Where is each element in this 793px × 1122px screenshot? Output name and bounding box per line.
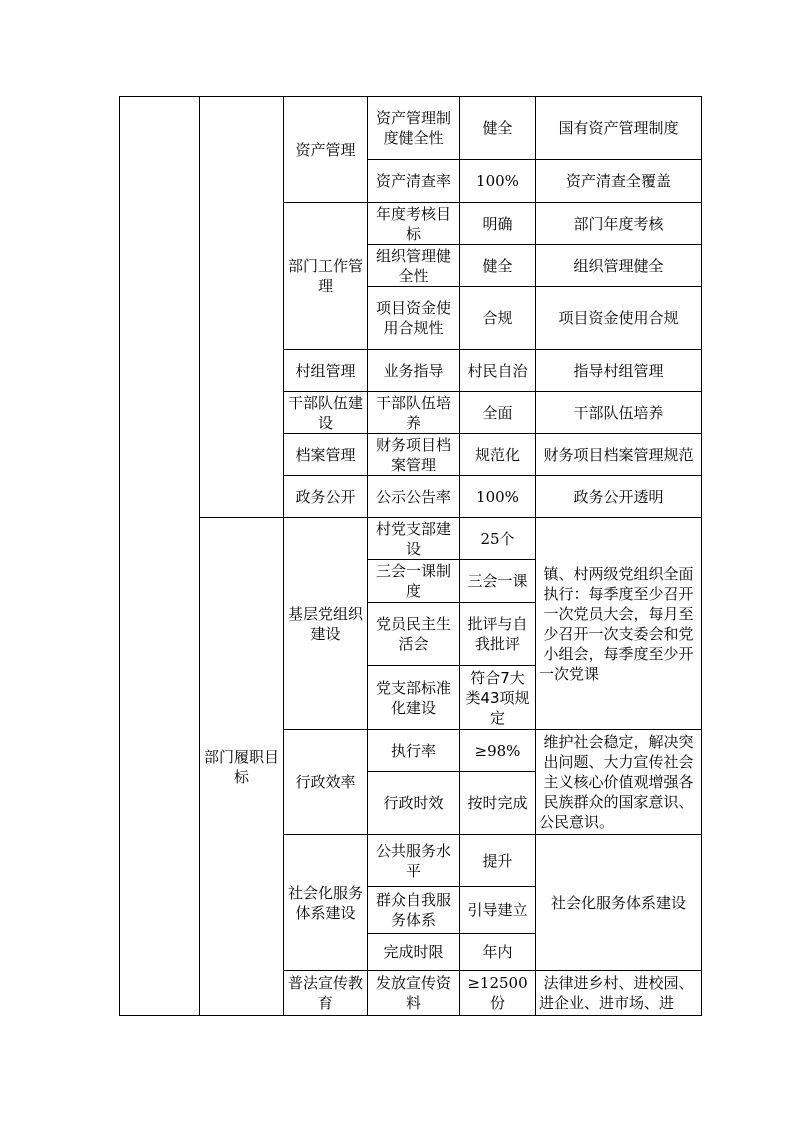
tier2-cell: 村组管理 (284, 350, 368, 392)
value-cell: 100% (460, 476, 536, 518)
desc-cell: 维护社会稳定，解决突出问题、大力宣传社会主义核心价值观增强各民族群众的国家意识、公民意识。 (536, 730, 702, 835)
value-cell: 100% (460, 160, 536, 203)
tier2-cell: 社会化服务体系建设 (284, 835, 368, 971)
tier2-cell: 部门工作管理 (284, 203, 368, 350)
tier2-cell: 政务公开 (284, 476, 368, 518)
desc-cell: 镇、村两级党组织全面执行：每季度至少召开一次党员大会，每月至少召开一次支委会和党小组会，每季度至少开一次党课 (536, 518, 702, 730)
desc-cell: 项目资金使用合规 (536, 287, 702, 350)
value-cell: 合规 (460, 287, 536, 350)
desc-cell: 财务项目档案管理规范 (536, 434, 702, 476)
tier2-cell: 干部队伍建设 (284, 392, 368, 434)
value-cell: 明确 (460, 203, 536, 245)
value-cell: 提升 (460, 835, 536, 887)
indicator-cell: 党员民主生活会 (368, 603, 460, 666)
indicator-cell: 公共服务水平 (368, 835, 460, 887)
desc-cell: 干部队伍培养 (536, 392, 702, 434)
value-cell: 村民自治 (460, 350, 536, 392)
blank-subcategory-cell (200, 97, 284, 518)
tier2-cell: 行政效率 (284, 730, 368, 835)
table-row (120, 97, 702, 160)
indicator-cell: 年度考核目标 (368, 203, 460, 245)
indicator-cell: 资产清查率 (368, 160, 460, 203)
indicator-cell: 村党支部建设 (368, 518, 460, 560)
desc-cell: 政务公开透明 (536, 476, 702, 518)
tier2-cell: 档案管理 (284, 434, 368, 476)
indicator-cell: 党支部标准化建设 (368, 666, 460, 730)
value-cell: 健全 (460, 97, 536, 160)
indicator-cell: 执行率 (368, 730, 460, 772)
value-cell: 25个 (460, 518, 536, 560)
indicator-cell: 行政时效 (368, 772, 460, 835)
indicator-cell: 项目资金使用合规性 (368, 287, 460, 350)
value-cell: 全面 (460, 392, 536, 434)
value-cell: 批评与自我批评 (460, 603, 536, 666)
value-cell: 符合7大类43项规定 (460, 666, 536, 730)
blank-category-cell (120, 97, 200, 1016)
desc-cell: 法律进乡村、进校园、进企业、进市场、进 (536, 971, 702, 1016)
indicator-cell: 干部队伍培养 (368, 392, 460, 434)
tier2-cell: 基层党组织建设 (284, 518, 368, 730)
performance-indicator-table (119, 96, 702, 1016)
indicator-cell: 完成时限 (368, 934, 460, 971)
indicator-cell: 资产管理制度健全性 (368, 97, 460, 160)
desc-cell: 部门年度考核 (536, 203, 702, 245)
value-cell: 规范化 (460, 434, 536, 476)
indicator-cell: 财务项目档案管理 (368, 434, 460, 476)
value-cell: 健全 (460, 245, 536, 287)
indicator-cell: 发放宣传资料 (368, 971, 460, 1016)
table-row (120, 518, 702, 560)
indicator-cell: 群众自我服务体系 (368, 887, 460, 934)
value-cell: ≥12500份 (460, 971, 536, 1016)
indicator-cell: 组织管理健全性 (368, 245, 460, 287)
desc-cell: 指导村组管理 (536, 350, 702, 392)
indicator-cell: 公示公告率 (368, 476, 460, 518)
value-cell: 年内 (460, 934, 536, 971)
tier2-cell: 资产管理 (284, 97, 368, 203)
desc-cell: 国有资产管理制度 (536, 97, 702, 160)
indicator-cell: 业务指导 (368, 350, 460, 392)
desc-cell: 资产清查全覆盖 (536, 160, 702, 203)
desc-cell: 社会化服务体系建设 (536, 835, 702, 971)
desc-cell: 组织管理健全 (536, 245, 702, 287)
tier2-cell: 普法宣传教育 (284, 971, 368, 1016)
value-cell: ≥98% (460, 730, 536, 772)
value-cell: 三会一课 (460, 560, 536, 603)
value-cell: 按时完成 (460, 772, 536, 835)
tier1-cell: 部门履职目标 (200, 518, 284, 1016)
indicator-cell: 三会一课制度 (368, 560, 460, 603)
value-cell: 引导建立 (460, 887, 536, 934)
